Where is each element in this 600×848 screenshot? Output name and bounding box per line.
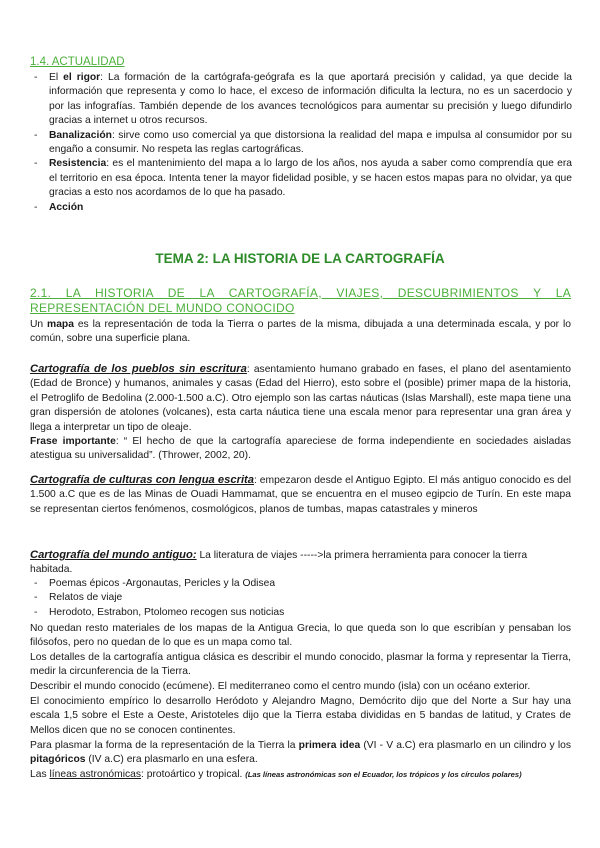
mundo-antiguo-list <box>30 577 570 620</box>
list-item: - Poemas épicos -Argonautas, Pericles y la Odisea <box>30 577 570 591</box>
list-item-resistencia: - Resistencia: es el mantenimiento del mapa a lo largo de los años, nos ayuda a saber como comprendía que era el territorio en esa época. Intenta tener la mayor fidelidad posible, y se hacen estos mapas para no olvidar, ya que gracias a esto nos acordamos de lo que ha pasado. <box>30 157 572 200</box>
list-item-accion <box>30 201 572 215</box>
paragraph-restos: No quedan resto materiales de los mapas de la Antigua Grecia, lo que queda son lo que escribían y pensaban los filósofos, pero no quedan de lo que es un mapa como tal. <box>30 623 571 649</box>
term-resistencia: Resistencia <box>49 158 107 170</box>
subheading-mundo-antiguo: Cartografía del mundo antiguo: <box>30 549 197 561</box>
term-accion: Acción <box>49 201 84 213</box>
chapter-title: TEMA 2: LA HISTORIA DE LA CARTOGRAFÍA <box>155 251 445 266</box>
quote-label: Frase importante <box>30 436 116 448</box>
subheading-sin-escritura: Cartografía de los pueblos sin escritura <box>30 363 247 375</box>
intro-paragraph: Un mapa es la representación de toda la Tierra o partes de la misma, dibujada a una determinada escala, y por lo común, sobre una superficie plana. <box>30 319 572 345</box>
sin-escritura-paragraph: Cartografía de los pueblos sin escritura: asentamiento humano grabado en fases, el plano del asentamiento (Edad de Bronce) y humanos, animales y casas (Edad del Hierro), esto sobre el (posible) primer mapa de la historia, el Petroglifo de Bedolina (2.000-1.500 a.C). Otro ejemplo son las cartas náuticas (Islas Marshall), este mapa tiene una gran dispersión de atolones (volcanes), esta carta náutica tiene una escala menor para representar una gran área y llega a interpretar un tipo de oleaje. Frase importante: “ El hecho de que la cartografía apareciese de forma independiente en sociedades aisladas atestigua su universalidad”. (Thrower, 2002, 20). <box>30 363 571 462</box>
paragraph-forma: Para plasmar la forma de la representación de la Tierra la primera idea (VI - V a.C) era plasmarlo en un cilindro y los pitagóricos (IV a.C) era plasmarlo en una esfera. <box>30 740 572 766</box>
list-item-banalizacion: - Banalización: sirve como uso comercial ya que distorsiona la realidad del mapa e impulsa al consumidor por su engaño a consumir. No respeta las reglas cartográficas. <box>30 129 572 158</box>
paragraph-lineas: Las líneas astronómicas: protoártico y tropical. (Las líneas astronómicas son el Ecuador, los trópicos y los círculos polares) <box>30 769 522 780</box>
mundo-antiguo-paragraph: Cartografía del mundo antiguo: La literatura de viajes ----->la primera herramienta para conocer la tierra habitada. <box>30 549 528 576</box>
paragraph-describir: Describir el mundo conocido (ecúmene). El mediterraneo como el centro mundo (isla) con un océano exterior. <box>30 681 531 692</box>
list-item-rigor: - El el rigor: La formación de la cartógrafa-geógrafa es la que aportará precisión y calidad, ya que decide la información que representa y como lo hace, el exceso de información dificulta la lectura, no es un sacerdocio y por las infografías. También depende de los avances tecnológicos para aumentar su precisión y luego difundirlo gracias a internet u otros recursos. <box>30 71 572 129</box>
section-heading-historia: 2.1. LA HISTORIA DE LA CARTOGRAFÍA, VIAJES, DESCUBRIMIENTOS Y LA REPRESENTACIÓN DEL MUNDO CONOCIDO <box>30 286 571 315</box>
subheading-lengua-escrita: Cartografía de culturas con lengua escrita <box>30 474 255 486</box>
paragraph-detalles: Los detalles de la cartografía antigua clásica es describir el mundo conocido, plasmar la forma y representar la Tierra, medir la circunferencia de la Tierra. <box>30 652 571 678</box>
lengua-escrita-paragraph: Cartografía de culturas con lengua escrita: empezaron desde el Antiguo Egipto. El más antiguo conocido es del 1.500 a.C que es de las Minas de Ouadi Hammamat, que se encuentra en el museo egipcio de Turín. En este mapa se representan ciertos fenómenos, cosmológicos, planos de tumbas, mapas catastrales y mineros <box>30 474 571 515</box>
quote-text: : “ El hecho de que la cartografía apareciese de forma independiente en sociedades aisladas atestigua su universalidad”. (Thrower, 2002, 20). <box>30 436 571 462</box>
term-banalizacion: Banalización <box>49 129 112 141</box>
paragraph-conocimiento: El conocimiento empírico lo desarrollo Heródoto y Alejandro Magno, Demócrito dijo que del Norte a Sur hay una escala 1,5 sobre el Este a Oeste, Aristoteles dijo que la Tierra estaba divididas en 5 bandas de latitud, y Crates de Mellos dicen que no se conocen continentes. <box>30 696 571 736</box>
list-item: - Herodoto, Estrabon, Ptolomeo recogen sus noticias <box>30 606 570 620</box>
section-heading-actualidad: 1.4. ACTUALIDAD <box>30 56 125 68</box>
term-rigor: el rigor <box>63 72 101 83</box>
lineas-note: (Las líneas astronómicas son el Ecuador, los trópicos y los círculos polares) <box>245 770 522 779</box>
list-item: - Relatos de viaje <box>30 591 570 605</box>
actualidad-list <box>30 71 572 215</box>
